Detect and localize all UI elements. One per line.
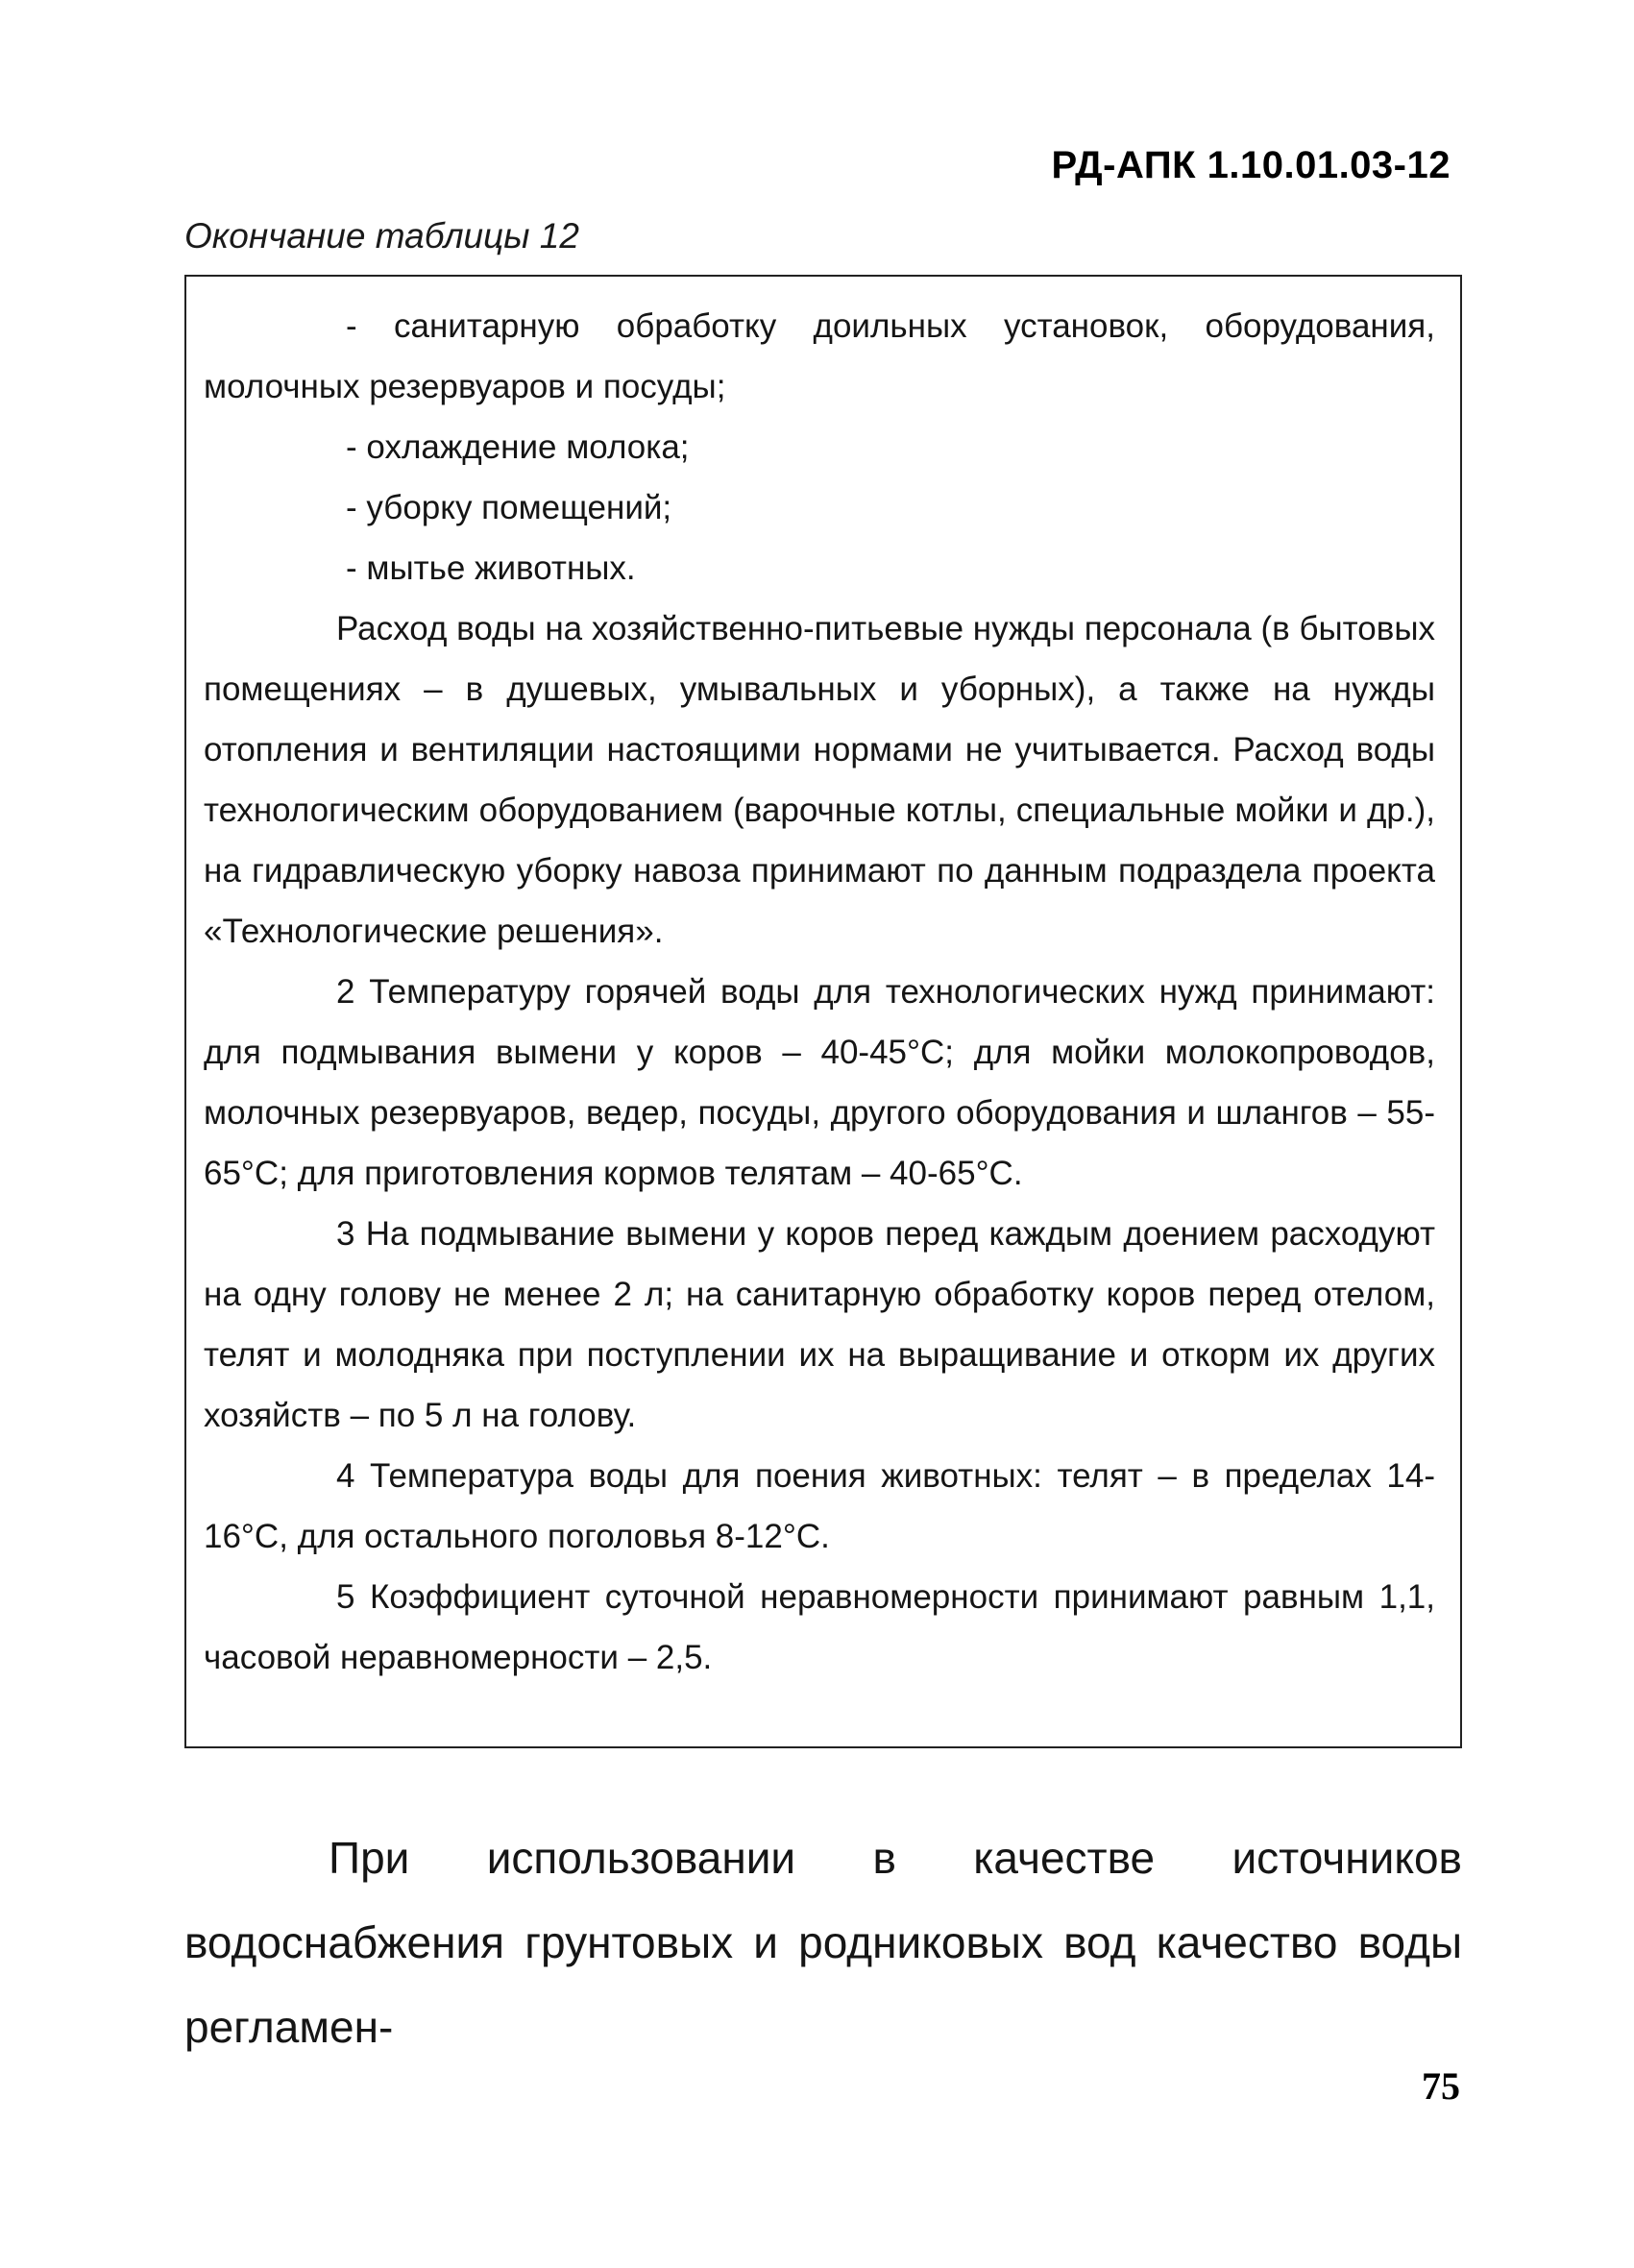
note-paragraph-udder-washing: 3 На подмывание вымени у коров перед каждым доением расходуют на одну голову не менее 2 л; на санитарную обработку коров перед отелом, телят и молодняка при поступлении их на выращивание и откорм их других хозяйств – по 5 л на голову. bbox=[204, 1215, 1435, 1434]
note-paragraph-irregularity-coefficient: 5 Коэффициент суточной неравномерности принимают равным 1,1, часовой неравномерности – 2,5. bbox=[204, 1578, 1435, 1676]
table-notes-body bbox=[204, 296, 1435, 1688]
note-bullet-cleaning: - уборку помещений; bbox=[346, 489, 672, 526]
note-paragraph-hot-water-temperature: 2 Температуру горячей воды для технологических нужд принимают: для подмывания вымени у коров – 40-45°С; для мойки молокопроводов, молочных резервуаров, ведер, посуды, другого оборудования и шлангов – 55-65°С; для приготовления кормов телятам – 40-65°С. bbox=[204, 973, 1435, 1192]
table-caption: Окончание таблицы 12 bbox=[184, 216, 579, 256]
note-bullet-cooling: - охлаждение молока; bbox=[346, 428, 690, 466]
note-bullet-sanitary: - санитарную обработку доильных установок, оборудования, молочных резервуаров и посуды; bbox=[204, 307, 1435, 405]
main-text bbox=[184, 1816, 1462, 2069]
note-bullet-washing: - мытье животных. bbox=[346, 549, 636, 587]
page-number: 75 bbox=[1422, 2064, 1460, 2108]
table-notes-frame bbox=[184, 275, 1462, 1748]
document-code: РД-АПК 1.10.01.03-12 bbox=[1051, 144, 1451, 186]
main-paragraph: При использовании в качестве источников водоснабжения грунтовых и родниковых вод качество воды регламен- bbox=[184, 1833, 1462, 2052]
note-paragraph-water-consumption: Расход воды на хозяйственно-питьевые нужды персонала (в бытовых помещениях – в душевых, умывальных и уборных), а также на нужды отопления и вентиляции настоящими нормами не учитывается. Расход воды технологическим оборудованием (варочные котлы, специальные мойки и др.), на гидравлическую уборку навоза принимают по данным подраздела проекта «Технологические решения». bbox=[204, 610, 1435, 950]
note-paragraph-drinking-temperature: 4 Температура воды для поения животных: телят – в пределах 14-16°С, для остального поголовья 8-12°С. bbox=[204, 1457, 1435, 1555]
